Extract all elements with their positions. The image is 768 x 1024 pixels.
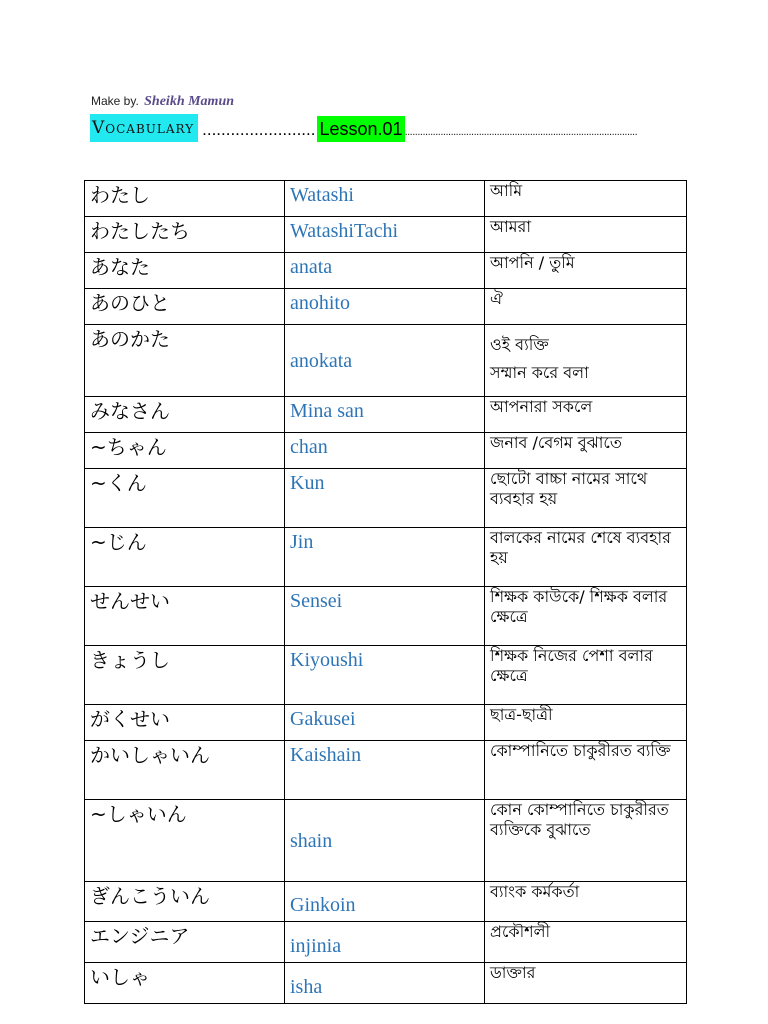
bangla-cell: ঐ	[485, 289, 687, 325]
table-row	[85, 528, 687, 587]
table-row	[85, 922, 687, 963]
japanese-cell: ~しゃいん	[85, 800, 285, 882]
author-name: Sheikh Mamun	[144, 94, 235, 109]
credit-line	[91, 94, 234, 110]
romaji-cell: WatashiTachi	[285, 217, 485, 253]
table-row	[85, 289, 687, 325]
bangla-cell: শিক্ষক নিজের পেশা বলার ক্ষেত্রে	[485, 646, 687, 705]
title-leader-dots: ........................	[202, 120, 316, 139]
japanese-cell: エンジニア	[85, 922, 285, 963]
romaji-cell: Sensei	[285, 587, 485, 646]
romaji-cell: injinia	[285, 922, 485, 963]
bangla-cell: আপনারা সকলে	[485, 397, 687, 433]
romaji-cell: Gakusei	[285, 705, 485, 741]
romaji-cell: chan	[285, 433, 485, 469]
table-row	[85, 433, 687, 469]
bangla-cell: ছোটো বাচ্চা নামের সাথে ব্যবহার হয়	[485, 469, 687, 528]
romaji-cell: Ginkoin	[285, 882, 485, 922]
bangla-cell: কোন কোম্পানিতে চাকুরীরত ব্যক্তিকে বুঝাতে	[485, 800, 687, 882]
table-row	[85, 397, 687, 433]
romaji-cell: anohito	[285, 289, 485, 325]
table-row	[85, 882, 687, 922]
table-row	[85, 253, 687, 289]
japanese-cell: わたし	[85, 181, 285, 217]
bangla-line: সম্মান করে বলা	[490, 363, 589, 382]
japanese-cell: あのかた	[85, 325, 285, 397]
japanese-cell: かいしゃいん	[85, 741, 285, 800]
japanese-cell: いしゃ	[85, 963, 285, 1004]
table-row	[85, 217, 687, 253]
lesson-label: Lesson.01	[317, 116, 404, 142]
vocabulary-table	[84, 180, 687, 1004]
japanese-cell: がくせい	[85, 705, 285, 741]
romaji-cell: Kun	[285, 469, 485, 528]
japanese-cell: みなさん	[85, 397, 285, 433]
table-row	[85, 181, 687, 217]
bangla-cell: প্রকৌশলী	[485, 922, 687, 963]
table-row	[85, 646, 687, 705]
romaji-cell: anata	[285, 253, 485, 289]
credit-prefix: Make by.	[91, 94, 139, 108]
romaji-cell: anokata	[285, 325, 485, 397]
bangla-cell: ব্যাংক কর্মকর্তা	[485, 882, 687, 922]
table-row	[85, 741, 687, 800]
table-row	[85, 587, 687, 646]
japanese-cell: ぎんこういん	[85, 882, 285, 922]
romaji-cell: Watashi	[285, 181, 485, 217]
bangla-cell: আমরা	[485, 217, 687, 253]
japanese-cell: ~じん	[85, 528, 285, 587]
bangla-cell: আমি	[485, 181, 687, 217]
vocabulary-heading: Vocabulary	[90, 114, 198, 142]
table-row	[85, 705, 687, 741]
title-line	[90, 114, 670, 142]
bangla-cell: শিক্ষক কাউকে/ শিক্ষক বলার ক্ষেত্রে	[485, 587, 687, 646]
romaji-cell: Mina san	[285, 397, 485, 433]
table-row	[85, 325, 687, 397]
trailing-dots: ...........................................................................................	[404, 126, 638, 138]
bangla-cell: আপনি / তুমি	[485, 253, 687, 289]
japanese-cell: あなた	[85, 253, 285, 289]
bangla-cell: ডাক্তার	[485, 963, 687, 1004]
bangla-cell: বালকের নামের শেষে ব্যবহার হয়	[485, 528, 687, 587]
table-row	[85, 963, 687, 1004]
japanese-cell: ~くん	[85, 469, 285, 528]
bangla-cell: কোম্পানিতে চাকুরীরত ব্যক্তি	[485, 741, 687, 800]
romaji-cell: Kiyoushi	[285, 646, 485, 705]
romaji-cell: shain	[285, 800, 485, 882]
japanese-cell: ~ちゃん	[85, 433, 285, 469]
japanese-cell: せんせい	[85, 587, 285, 646]
japanese-cell: きょうし	[85, 646, 285, 705]
bangla-line: ওই ব্যক্তি	[490, 335, 549, 354]
romaji-cell: isha	[285, 963, 485, 1004]
table-row	[85, 469, 687, 528]
bangla-cell	[485, 325, 687, 397]
romaji-cell: Jin	[285, 528, 485, 587]
bangla-cell: ছাত্র-ছাত্রী	[485, 705, 687, 741]
japanese-cell: わたしたち	[85, 217, 285, 253]
japanese-cell: あのひと	[85, 289, 285, 325]
table-row	[85, 800, 687, 882]
bangla-cell: জনাব /বেগম বুঝাতে	[485, 433, 687, 469]
romaji-cell: Kaishain	[285, 741, 485, 800]
